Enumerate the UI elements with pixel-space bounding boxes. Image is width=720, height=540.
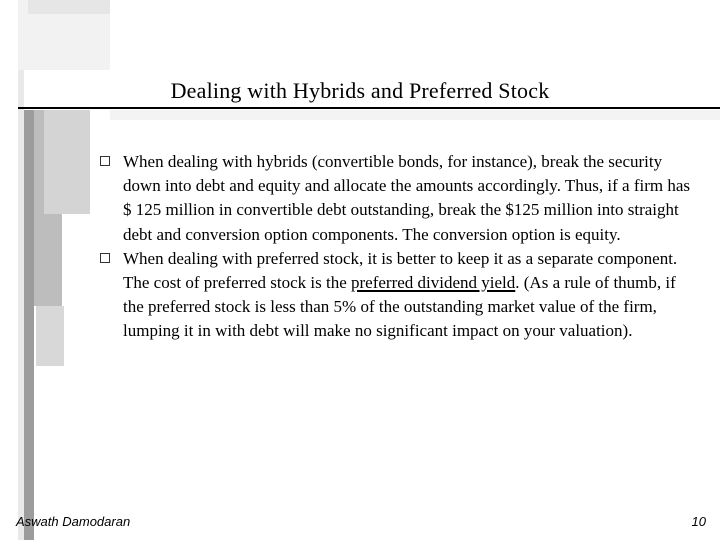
bullet-list — [100, 150, 710, 344]
checkbox-square-icon — [100, 253, 110, 263]
decor-bar-dark — [24, 110, 34, 540]
decor-rule-shadow — [110, 110, 720, 120]
bullet-text: When dealing with hybrids (convertible bonds, for instance), break the security down into debt and equity and allocate the amounts accordingly. Thus, if a firm has $ 125 million in convertible debt outstanding, break the $125 million into straight debt and conversion option components. The conversion option is equity. — [123, 152, 690, 244]
page-number: 10 — [691, 514, 706, 529]
preferred-dividend-yield-link[interactable]: preferred dividend yield — [351, 273, 516, 293]
title-rule — [18, 107, 720, 109]
slide-title: Dealing with Hybrids and Preferred Stock — [170, 78, 550, 103]
decor-bar-light — [44, 110, 90, 214]
checkbox-square-icon — [100, 156, 110, 166]
bullet-text-after: . (As a rule of thumb, if the preferred stock is less than 5% of the outstanding market value of the firm, lumping it in with debt will make no significant impact on your valuation). — [123, 273, 676, 341]
bullet-item — [100, 150, 710, 247]
bullet-text — [123, 247, 697, 344]
decor-bar-lower — [36, 306, 64, 366]
decor-block-top-inner — [28, 0, 110, 14]
bullet-item — [100, 247, 710, 344]
footer-author: Aswath Damodaran — [16, 514, 131, 529]
bullet-text-before: When dealing with preferred stock, it is better to keep it as a separate component. The cost of preferred stock is the — [123, 248, 678, 293]
